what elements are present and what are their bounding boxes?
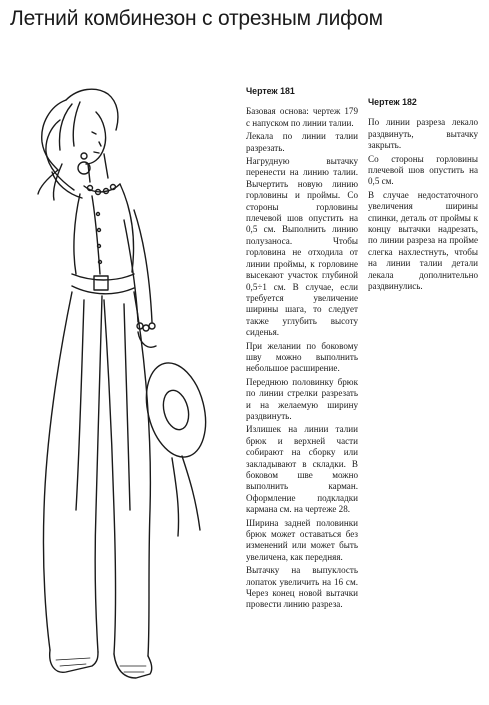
text-column-2 (368, 97, 478, 295)
paragraph: При желании по боковому шву можно выполнить небольшое расширение. (246, 340, 358, 374)
paragraph: Вытачку на выпуклость лопаток увеличить на 16 см. Через конец новой вытачки провести линию разреза. (246, 565, 358, 610)
illustration (0, 60, 245, 700)
paragraph: Излишек на линии талии брюк и верхней части собирают на сборку или закладывают в складки. В боковом шве можно выполнить карман. Оформление подкладки кармана см. на чертеже 28. (246, 424, 358, 515)
paragraph: По линии разреза лекало раздвинуть, вытачку закрыть. (368, 117, 478, 151)
page-title: Летний комбинезон с отрезным лифом (10, 7, 383, 30)
paragraph: В случае недостаточного увеличения ширины спинки, деталь от проймы к концу вытачки надрезать, по линии разреза на пройме слегка нахлестнуть, чтобы на линии талии детали лекала дополнительно раздвинулись. (368, 189, 478, 292)
text-column-1 (246, 86, 358, 613)
paragraph: Нагрудную вытачку перенести на линию талии. Вычертить новую линию горловины и проймы. Со стороны горловины плечевой шов опустить на 0,5 см. Выполнить линию полузаноса. Чтобы горловина не отходила от линии проймы, к горловине высекают участок глубиной 0,5÷1 см. В случае, если требуется увеличение ширины шага, то следует также углубить высоту сиденья. (246, 156, 358, 338)
drawing-181-heading: Чертеж 181 (246, 86, 295, 96)
drawing-182-heading: Чертеж 182 (368, 97, 417, 107)
fashion-sketch-icon (0, 60, 245, 700)
paragraph: Со стороны горловины плечевой шов опустить на 0,5 см. (368, 153, 478, 187)
paragraph: Переднюю половинку брюк по линии стрелки разрезать и на желаемую ширину раздвинуть. (246, 376, 358, 421)
paragraph: Ширина задней половинки брюк может оставаться без изменений или может быть увеличена, как передняя. (246, 517, 358, 562)
paragraph: Лекала по линии талии разрезать. (246, 131, 358, 153)
paragraph: Базовая основа: чертеж 179 с напуском по линии талии. (246, 106, 358, 128)
